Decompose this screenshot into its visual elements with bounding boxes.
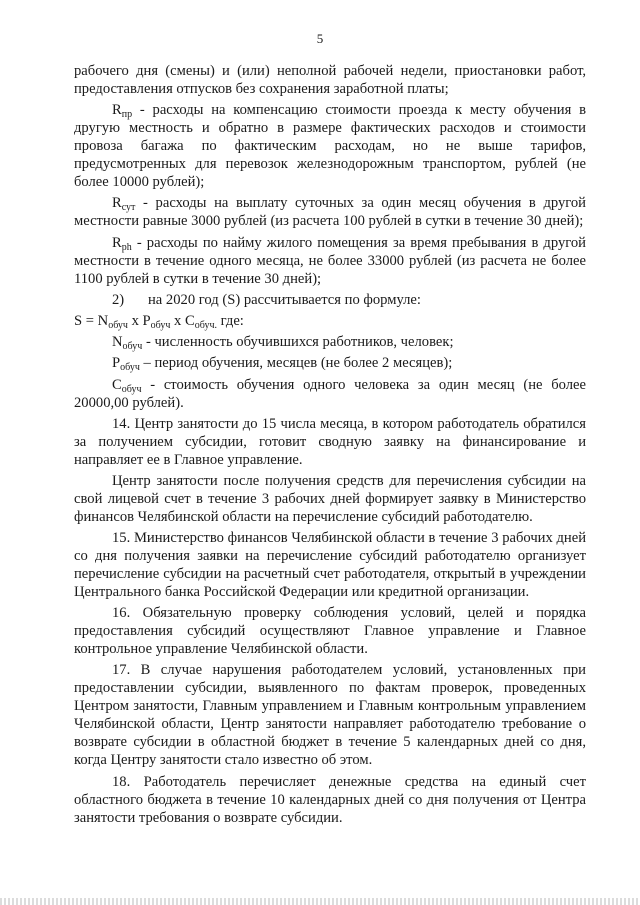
paragraph-continuation: рабочего дня (смены) и (или) неполной рабочей недели, приостановки работ, предоставления отпусков без сохранения заработной платы;	[74, 63, 586, 97]
document-body	[74, 62, 586, 830]
page-number: 5	[316, 31, 324, 46]
paragraph-14: 14. Центр занятости до 15 числа месяца, в котором работодатель обратился за получением субсидии, готовит сводную заявку на финансирование и направляет ее в Главное управление.	[74, 415, 586, 468]
paragraph-n-count: $N_{обуч}$ - численность обучившихся работников, человек;	[112, 334, 454, 353]
formula: $S = N_{обуч}$ х $P_{обуч}$ х $C_{обуч.}$ где:	[74, 312, 244, 331]
paragraph-p-period: $P_{обуч}$ – период обучения, месяцев (не более 2 месяцев);	[112, 355, 453, 374]
paragraph-18: 18. Работодатель перечисляет денежные средства на единый счет областного бюджета в течение 10 календарных дней со дня получения от Центра занятости требования о возврате субсидии.	[74, 773, 586, 826]
paragraph-16: 16. Обязательную проверку соблюдения условий, целей и порядка предоставления субсидий осуществляют Главное управление и Главное контрольное управление Челябинской области.	[74, 605, 586, 658]
paragraph-17: 17. В случае нарушения работодателем условий, установленных при предоставлении субсидии, выявленного по фактам проверок, проведенных Центром занятости, Главным управлением и Главным контрольным управлением Челябинской области, Центр занятости направляет работодателю требование о возврате субсидии в областной бюджет в течение 5 календарных дней со дня, когда Центру занятости стало известно об этом.	[74, 662, 586, 769]
paragraph-c-cost: $C_{обуч}$ - стоимость обучения одного человека за один месяц (не более 20000,00 рублей).	[74, 376, 586, 411]
paragraph-item-2: 2) на 2020 год (S) рассчитывается по формуле:	[112, 291, 421, 308]
paragraph-r-per-diem: $R_{сут}$ - расходы на выплату суточных за один месяц обучения в другой местности равные 3000 рублей (из расчета 100 рублей в сутки в течение 30 дней);	[74, 195, 586, 230]
scan-edge-divider	[0, 898, 640, 905]
paragraph-14-continued: Центр занятости после получения средств для перечисления субсидии на свой лицевой счет в течение 3 рабочих дней формирует заявку в Министерство финансов Челябинской области на перечисление субсидий работодателю.	[74, 472, 586, 525]
paragraph-15: 15. Министерство финансов Челябинской области в течение 3 рабочих дней со дня получения заявки на перечисление субсидий работодателю организует перечисление субсидии на расчетный счет работодателя, открытый в учреждении Центрального банка Российской Федерации или кредитной организации.	[74, 530, 586, 601]
paragraph-r-travel: $R_{пр}$ - расходы на компенсацию стоимости проезда к месту обучения в другую местность и обратно в размере фактических расходов и стоимости провоза багажа по фактическим расходам, но не выше тарифов, предусмотренных для перевозок железнодорожным транспортом, рублей (не более 10000 рублей);	[74, 102, 586, 191]
paragraph-r-housing: $R_{ph}$ - расходы по найму жилого помещения за время пребывания в другой местности в течение одного месяца, не более 33000 рублей (из расчета не более 1100 рублей в сутки в течение 30 дней);	[74, 234, 586, 287]
